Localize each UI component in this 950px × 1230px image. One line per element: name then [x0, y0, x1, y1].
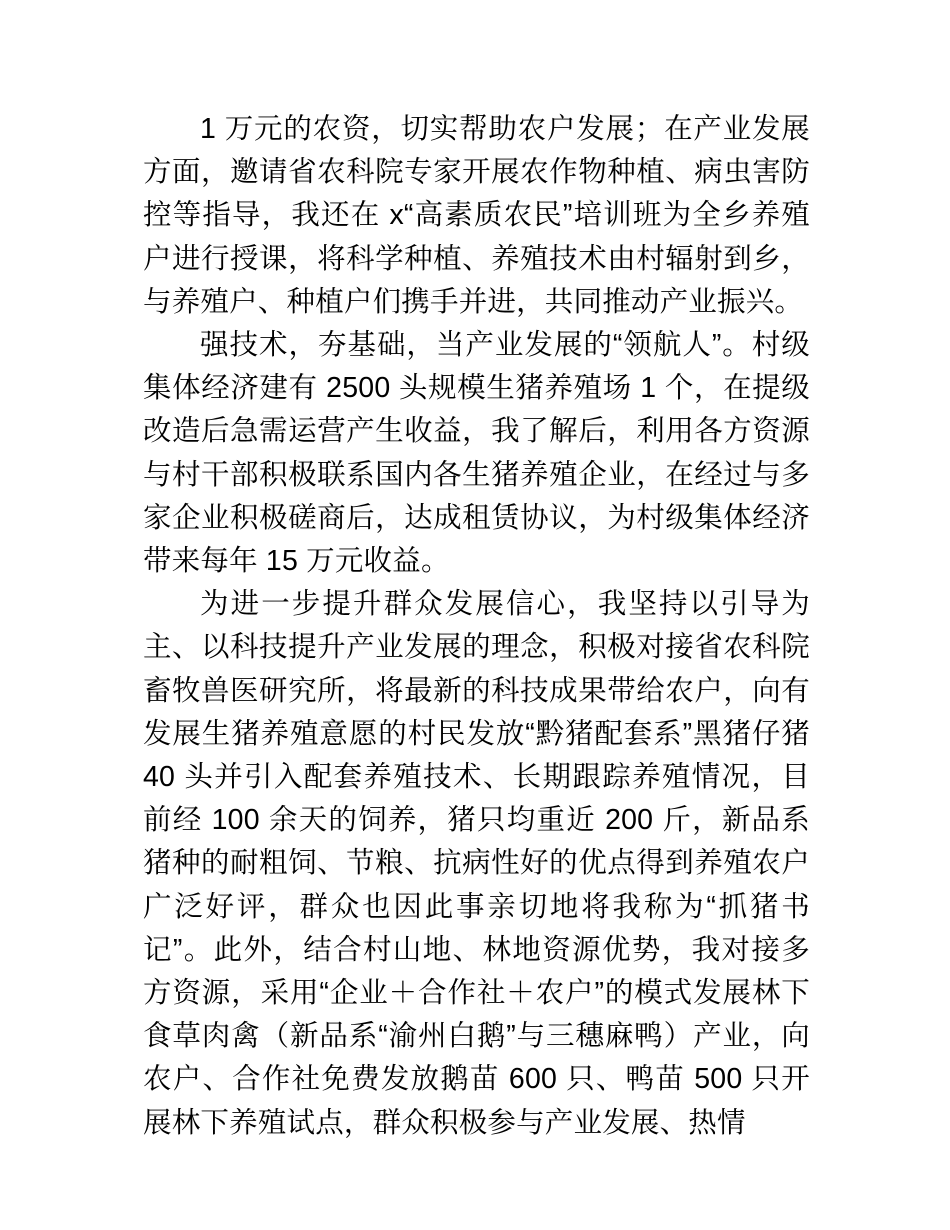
- body-paragraph: 强技术，夯基础，当产业发展的“领航人”。村级集体经济建有 2500 头规模生猪养殖场 1 个，在提级改造后急需运营产生收益，我了解后，利用各方资源与村干部积极联系国内各生猪养殖企业，在经过与多家企业积极磋商后，达成租赁协议，为村级集体经济带来每年 15 万元收益。: [143, 329, 810, 578]
- body-paragraph: 1 万元的农资，切实帮助农户发展；在产业发展方面，邀请省农科院专家开展农作物种植、病虫害防控等指导，我还在 x“高素质农民”培训班为全乡养殖户进行授课，将科学种植、养殖技术由村辐射到乡，与养殖户、种植户们携手并进，共同推动产业振兴。: [143, 113, 810, 318]
- document-body: [143, 108, 810, 1145]
- body-paragraph: 为进一步提升群众发展信心，我坚持以引导为主、以科技提升产业发展的理念，积极对接省农科院畜牧兽医研究所，将最新的科技成果带给农户，向有发展生猪养殖意愿的村民发放“黔猪配套系”黑猪仔猪 40 头并引入配套养殖技术、长期跟踪养殖情况，目前经 100 余天的饲养，猪只均重近 200 斤，新品系猪种的耐粗饲、节粮、抗病性好的优点得到养殖农户广泛好评，群众也因此事亲切地将我称为“抓猪书记”。此外，结合村山地、林地资源优势，我对接多方资源，采用“企业＋合作社＋农户”的模式发展林下食草肉禽（新品系“渝州白鹅”与三穗麻鸭）产业，向农户、合作社免费发放鹅苗 600 只、鸭苗 500 只开展林下养殖试点，群众积极参与产业发展、热情: [143, 588, 810, 1139]
